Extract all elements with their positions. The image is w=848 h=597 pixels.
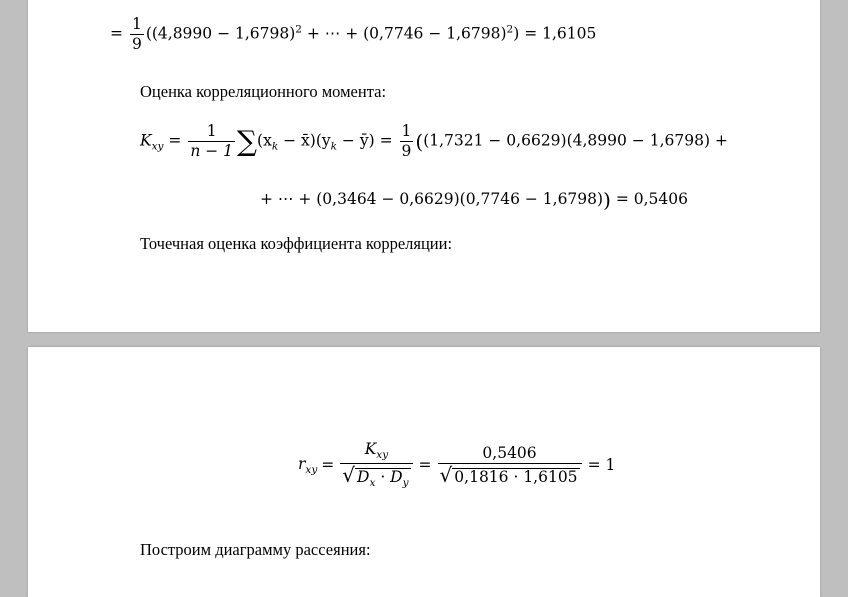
equals-sign: = <box>110 24 123 43</box>
big-paren: ( <box>415 129 424 154</box>
fraction <box>188 123 235 160</box>
exponent: 2 <box>506 23 514 36</box>
big-paren: ) <box>603 188 611 212</box>
fraction-numerator: $K_{xy}$ <box>364 440 389 462</box>
fraction-numerator: 1 <box>206 122 217 140</box>
equals-sign: = <box>418 456 432 475</box>
fraction-numerator: 1 <box>131 15 142 33</box>
kxy-symbol: K <box>140 131 152 150</box>
formula-term: + ⋯ + (0,7746 − 1,6798) <box>301 24 507 43</box>
kxy-formula-line2 <box>260 188 688 212</box>
formula-term: − x̄)(y <box>278 131 331 150</box>
formula-term: (1,7321 − 0,6629)(4,8990 − 1,6798) + <box>423 131 728 150</box>
fraction-denominator: 9 <box>401 142 412 161</box>
fraction <box>400 123 414 160</box>
equals-sign: = <box>168 131 182 150</box>
fraction <box>438 445 582 486</box>
sum-symbol: ∑ <box>237 124 258 158</box>
square-root: √ 0,1816 · 1,6105 <box>439 462 578 487</box>
exponent: 2 <box>295 23 302 36</box>
formula-term: − ȳ) = <box>337 131 393 150</box>
point-estimate-heading: Точечная оценка коэффициента корреляции: <box>140 234 453 253</box>
equals-sign: = <box>321 456 335 475</box>
rxy-formula <box>298 441 615 489</box>
rxy-symbol: r <box>298 454 306 473</box>
scatter-heading: Построим диаграмму рассеяния: <box>140 540 371 559</box>
subscript: k <box>271 140 279 153</box>
formula-result: = 1 <box>587 456 616 475</box>
formula-term: + ⋯ + (0,3464 − 0,6629)(0,7746 − 1,6798) <box>260 190 604 208</box>
fraction-denominator <box>438 463 582 486</box>
formula-term: ((4,8990 − 1,6798) <box>145 24 296 43</box>
formula-result: = 0,5406 <box>610 190 688 208</box>
fraction-denominator <box>340 463 412 490</box>
corr-moment-heading: Оценка корреляционного момента: <box>140 82 387 101</box>
fraction-numerator: 0,5406 <box>482 443 537 462</box>
square-root: √ $D_x \cdot D_y$ <box>342 462 409 489</box>
fraction-denominator: 9 <box>131 35 142 54</box>
formula-term: (x <box>257 131 272 150</box>
fraction <box>130 16 144 53</box>
subscript: k <box>330 140 337 153</box>
kxy-formula-line1 <box>140 123 728 160</box>
variance-result-formula <box>110 16 596 53</box>
subscript: xy <box>151 140 164 153</box>
fraction-numerator: 1 <box>401 122 412 140</box>
document-page-2 <box>28 347 820 597</box>
formula-result: ) = 1,6105 <box>513 24 597 43</box>
fraction <box>340 441 412 489</box>
document-page-1 <box>28 0 820 332</box>
fraction-denominator: n − 1 <box>190 142 234 161</box>
subscript: xy <box>305 463 318 476</box>
